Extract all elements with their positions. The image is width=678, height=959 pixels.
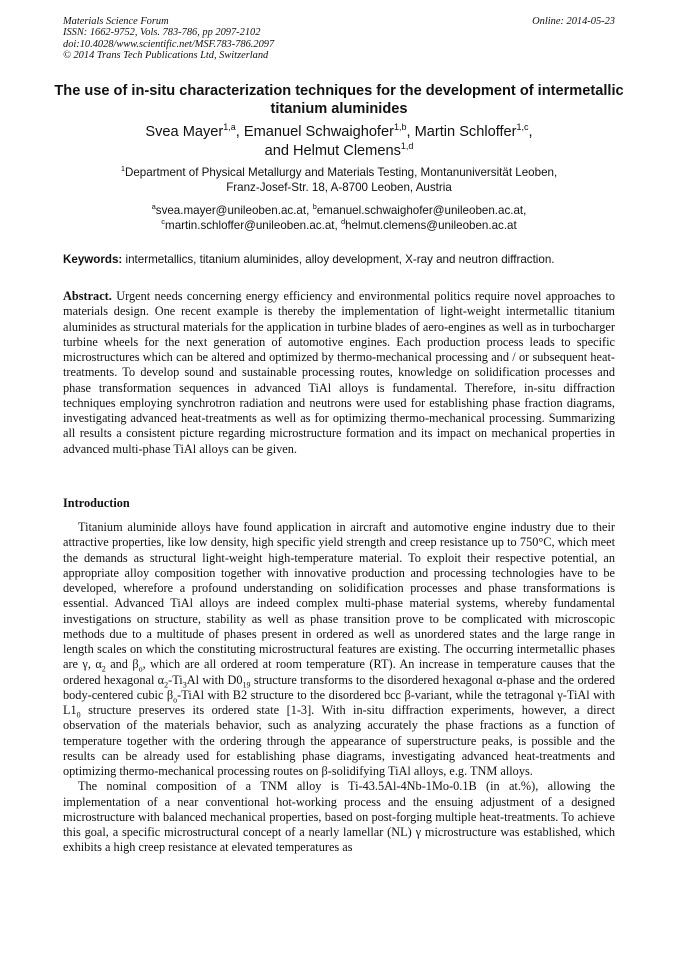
email-link[interactable]: emanuel.schwaighofer@unileoben.ac.at [316, 204, 524, 217]
keywords [63, 252, 615, 267]
paragraph: The nominal composition of a TNM alloy is Ti-43.5Al-4Nb-1Mo-0.1B (in at.%), allowing the implementation of a near conventional hot-working process and the ensuing adjustment of a designed microstructure with balanced mechanical properties, based on post-forging multiple heat-treatments. To achieve this goal, a specific microstructural concept of a nearly lamellar (NL) γ microstructure was established, which exhibits a high creep resistance at elevated temperatures as [63, 779, 615, 855]
email-link[interactable]: martin.schloffer@unileoben.ac.at [165, 219, 335, 232]
doi-line: doi:10.4028/www.scientific.net/MSF.783-786.2097 [63, 38, 275, 50]
author-affil-sup: 1,b [393, 122, 407, 133]
author-emails: $^a$svea.mayer@unileoben.ac.at, $^b$emanuel.schwaighofer@unileoben.ac.at, $^c$martin.schloffer@unileoben.ac.at, $^d$helmut.clemens@unileoben.ac.at [151, 202, 527, 232]
abstract [63, 289, 615, 457]
keywords-label: Keywords: [63, 253, 123, 266]
abstract-label: Abstract. [63, 289, 112, 303]
author-name: Svea Mayer [145, 124, 224, 140]
author-affil-sup: 1,a [223, 122, 236, 133]
affiliation-sup: 1 [120, 164, 125, 174]
author-affil-sup: 1,c [516, 122, 529, 133]
author-name: Martin Schloffer [414, 124, 517, 140]
abstract-text: Urgent needs concerning energy efficiency and environmental politics require novel approaches to materials design. One recent example is thereby the implementation of light-weight intermetallic titanium aluminides as structural materials for the application in turbine blades of aero-engines as well as in turbocharger turbine wheels for the next generation of automotive engines. Each production process leads to specific microstructures which can be altered and optimized by thermo-mechanical processing and / or subsequent heat-treatments. To develop sound and sustainable processing routes, knowledge on solidification processes and phase transformation sequences in advanced TiAl alloys is fundamental. Therefore, in-situ diffraction techniques employing synchrotron radiation and neutrons were used for establishing phase fraction diagrams, investigating advanced heat-treatments as well as for optimizing thermo-mechanical processing. Summarizing all results a consistent picture regarding microstructure formation and its impact on mechanical properties in advanced multi-phase TiAl alloys can be given. [63, 289, 615, 456]
affiliation-line: Department of Physical Metallurgy and Materials Testing, Montanuniversität Leoben, [124, 166, 558, 179]
author-list: Svea Mayer$^{1,a}$, Emanuel Schwaighofer$^{1,b}$, Martin Schloffer$^{1,c}$, and Helmut Clemens$^{1,d}$ [145, 122, 533, 159]
email-link[interactable]: helmut.clemens@unileoben.ac.at [345, 219, 517, 232]
email-link[interactable]: svea.mayer@unileoben.ac.at [155, 204, 307, 217]
section-heading: Introduction [63, 496, 130, 510]
paragraph: Titanium aluminide alloys have found application in aircraft and automotive engine industry due to their attractive properties, like low density, high specific yield strength and creep resistance up to 750°C, which meet the demands as structural light-weight high-temperature material. To exploit their respective potential, an appropriate alloy composition together with innovative production and processing technologies have to be developed, wherefore a profound understanding on solidification processes and phase transformations is essential. Advanced TiAl alloys are indeed complex multi-phase material systems, whereby fundamental investigations on structure, stability as well as phase transition prove to be complicated with microscopic methods due to a multitude of phases present in ordered as well as unordered states and the large range in length scales on which the constituting microstructural features are existing. The occurring intermetallic phases are γ, $\alpha_2$ and $\beta_o$, which are all ordered at room temperature (RT). An increase in temperature causes that the ordered hexagonal $\alpha_2-Ti_3Al$ with $D0_{19}$ structure transforms to the disordered hexagonal α-phase and the ordered body-centered cubic $\beta_o$-TiAl with B2 structure to the disordered bcc β-variant, while the tetragonal γ-TiAl with $L1_0$ structure preserves its ordered state [1-3]. With in-situ diffraction experiments, however, a direct observation of the materials behavior, such as analyzing accurately the phase fractions as a function of temperature together with the ordering through the appearance of superstructure peaks, is possible and the results can be already used for establishing phase diagrams, investigating advanced heat-treatments and optimizing thermo-mechanical processing routes on β-solidifying TiAl alloys, e.g. TNM alloys. [63, 520, 615, 778]
journal-name: Materials Science Forum [63, 16, 169, 27]
paper-title: The use of in-situ characterization techniques for the development of intermetallic titanium aluminides [54, 83, 624, 117]
online-date: Online: 2014-05-23 [532, 16, 615, 27]
affiliation-line: Franz-Josef-Str. 18, A-8700 Leoben, Austria [226, 181, 452, 194]
introduction-body [63, 520, 615, 856]
journal-header [63, 16, 615, 62]
keywords-text: intermetallics, titanium aluminides, alloy development, X-ray and neutron diffraction. [125, 253, 555, 266]
author-affil-sup: 1,d [400, 141, 414, 152]
author-name: and Helmut Clemens [264, 143, 401, 159]
author-name: Emanuel Schwaighofer [243, 124, 394, 140]
copyright-line: © 2014 Trans Tech Publications Ltd, Switzerland [63, 50, 269, 62]
issn-line: ISSN: 1662-9752, Vols. 783-786, pp 2097-2102 [63, 27, 261, 39]
affiliation [40, 165, 638, 195]
